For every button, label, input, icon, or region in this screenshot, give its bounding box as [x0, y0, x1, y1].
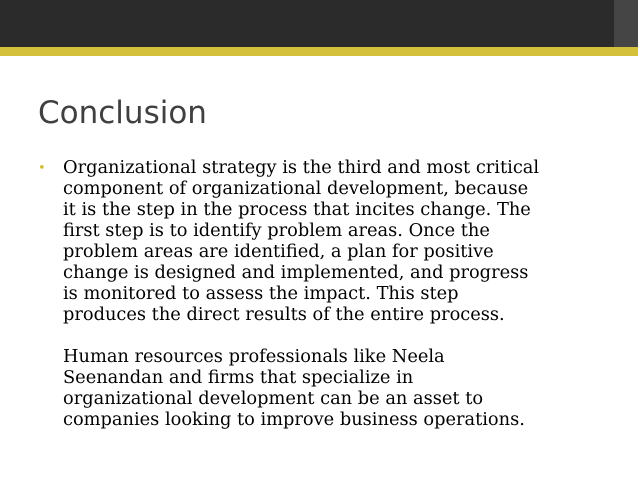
paragraph-2-line-1: Human resources professionals like Neela — [63, 346, 445, 367]
slide-title: Conclusion — [38, 95, 207, 131]
paragraph-1-line-5: problem areas are identified, a plan for positive — [63, 241, 494, 262]
header-corner-accent — [614, 0, 638, 47]
slide-content — [38, 157, 603, 430]
paragraph-1-line-6: change is designed and implemented, and progress — [63, 262, 529, 283]
bullet-text — [63, 157, 603, 430]
paragraph-2-line-3: organizational development can be an asset to — [63, 388, 484, 409]
paragraph-1-line-2: component of organizational development, because — [63, 178, 529, 199]
header-bar — [0, 0, 638, 47]
paragraph-1-line-4: first step is to identify problem areas. Once the — [63, 220, 490, 241]
bullet-icon: • — [38, 161, 46, 176]
paragraph-gap — [63, 325, 603, 346]
paragraph-1-line-1: Organizational strategy is the third and most critical — [63, 157, 540, 178]
paragraph-1-line-8: produces the direct results of the entire process. — [63, 304, 505, 325]
paragraph-1-line-3: it is the step in the process that incites change. The — [63, 199, 531, 220]
accent-stripe — [0, 47, 638, 56]
paragraph-1-line-7: is monitored to assess the impact. This step — [63, 283, 459, 304]
paragraph-2-line-4: companies looking to improve business operations. — [63, 409, 525, 430]
bullet-item — [38, 157, 603, 430]
paragraph-2-line-2: Seenandan and firms that specialize in — [63, 367, 414, 388]
